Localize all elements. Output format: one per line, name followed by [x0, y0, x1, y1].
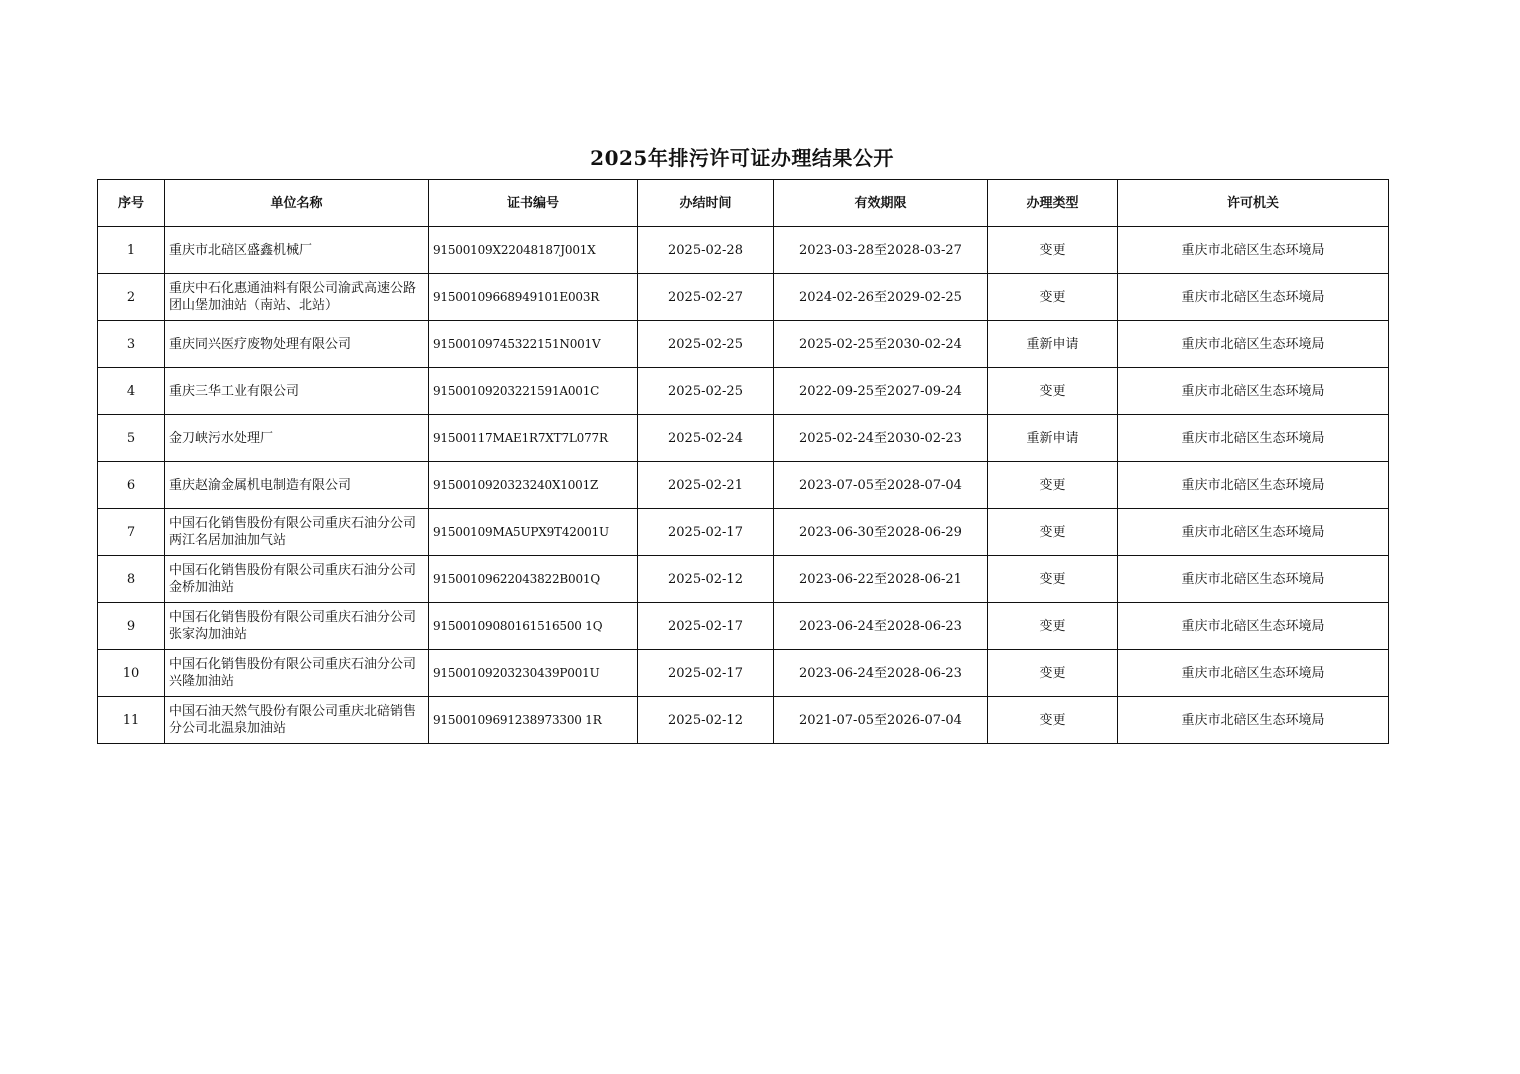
row-issuing-authority: 重庆市北碚区生态环境局 [1118, 321, 1389, 368]
row-completion-date: 2025-02-21 [638, 462, 774, 509]
table-row [98, 227, 1389, 274]
row-issuing-authority: 重庆市北碚区生态环境局 [1118, 650, 1389, 697]
table-row [98, 603, 1389, 650]
row-validity-period: 2023-06-24至2028-06-23 [774, 603, 988, 650]
row-index: 8 [98, 556, 165, 603]
row-unit-name: 中国石油天然气股份有限公司重庆北碚销售分公司北温泉加油站 [165, 697, 429, 744]
row-process-type: 变更 [988, 650, 1118, 697]
row-validity-period: 2025-02-25至2030-02-24 [774, 321, 988, 368]
row-completion-date: 2025-02-17 [638, 650, 774, 697]
row-index: 7 [98, 509, 165, 556]
row-validity-period: 2023-06-24至2028-06-23 [774, 650, 988, 697]
row-unit-name: 重庆同兴医疗废物处理有限公司 [165, 321, 429, 368]
row-index: 11 [98, 697, 165, 744]
header-issuing-authority: 许可机关 [1118, 180, 1389, 227]
row-index: 6 [98, 462, 165, 509]
row-validity-period: 2023-07-05至2028-07-04 [774, 462, 988, 509]
row-index: 10 [98, 650, 165, 697]
row-completion-date: 2025-02-12 [638, 556, 774, 603]
row-process-type: 变更 [988, 227, 1118, 274]
header-unit-name: 单位名称 [165, 180, 429, 227]
header-index: 序号 [98, 180, 165, 227]
row-issuing-authority: 重庆市北碚区生态环境局 [1118, 274, 1389, 321]
row-unit-name: 重庆市北碚区盛鑫机械厂 [165, 227, 429, 274]
row-certificate-number: 91500109X22048187J001X [429, 227, 638, 274]
row-issuing-authority: 重庆市北碚区生态环境局 [1118, 368, 1389, 415]
row-completion-date: 2025-02-12 [638, 697, 774, 744]
row-certificate-number: 91500109745322151N001V [429, 321, 638, 368]
row-unit-name: 中国石化销售股份有限公司重庆石油分公司张家沟加油站 [165, 603, 429, 650]
row-index: 4 [98, 368, 165, 415]
row-issuing-authority: 重庆市北碚区生态环境局 [1118, 603, 1389, 650]
row-validity-period: 2023-03-28至2028-03-27 [774, 227, 988, 274]
row-unit-name: 中国石化销售股份有限公司重庆石油分公司两江名居加油加气站 [165, 509, 429, 556]
row-unit-name: 重庆中石化惠通油料有限公司渝武高速公路团山堡加油站（南站、北站） [165, 274, 429, 321]
row-validity-period: 2021-07-05至2026-07-04 [774, 697, 988, 744]
row-unit-name: 重庆三华工业有限公司 [165, 368, 429, 415]
header-completion-date: 办结时间 [638, 180, 774, 227]
row-certificate-number: 91500109080161516500 1Q [429, 603, 638, 650]
header-validity-period: 有效期限 [774, 180, 988, 227]
row-completion-date: 2025-02-24 [638, 415, 774, 462]
row-index: 1 [98, 227, 165, 274]
row-completion-date: 2025-02-28 [638, 227, 774, 274]
row-certificate-number: 9150010920323240X1001Z [429, 462, 638, 509]
row-validity-period: 2025-02-24至2030-02-23 [774, 415, 988, 462]
row-process-type: 变更 [988, 509, 1118, 556]
row-index: 9 [98, 603, 165, 650]
table-row [98, 650, 1389, 697]
row-process-type: 变更 [988, 274, 1118, 321]
row-certificate-number: 91500109691238973300 1R [429, 697, 638, 744]
row-certificate-number: 91500117MAE1R7XT7L077R [429, 415, 638, 462]
row-process-type: 变更 [988, 462, 1118, 509]
row-completion-date: 2025-02-17 [638, 509, 774, 556]
row-process-type: 变更 [988, 368, 1118, 415]
permit-results-table [97, 179, 1389, 744]
row-unit-name: 中国石化销售股份有限公司重庆石油分公司兴隆加油站 [165, 650, 429, 697]
row-unit-name: 重庆赵渝金属机电制造有限公司 [165, 462, 429, 509]
row-issuing-authority: 重庆市北碚区生态环境局 [1118, 509, 1389, 556]
header-process-type: 办理类型 [988, 180, 1118, 227]
row-completion-date: 2025-02-17 [638, 603, 774, 650]
row-certificate-number: 91500109668949101E003R [429, 274, 638, 321]
row-issuing-authority: 重庆市北碚区生态环境局 [1118, 556, 1389, 603]
row-process-type: 变更 [988, 603, 1118, 650]
table-row [98, 509, 1389, 556]
table-row [98, 274, 1389, 321]
table-row [98, 697, 1389, 744]
row-completion-date: 2025-02-25 [638, 321, 774, 368]
table-row [98, 415, 1389, 462]
table-row [98, 321, 1389, 368]
table-row [98, 368, 1389, 415]
row-completion-date: 2025-02-27 [638, 274, 774, 321]
row-validity-period: 2024-02-26至2029-02-25 [774, 274, 988, 321]
row-completion-date: 2025-02-25 [638, 368, 774, 415]
row-issuing-authority: 重庆市北碚区生态环境局 [1118, 697, 1389, 744]
table-row [98, 462, 1389, 509]
row-certificate-number: 91500109203221591A001C [429, 368, 638, 415]
row-process-type: 重新申请 [988, 415, 1118, 462]
page-title: 2025年排污许可证办理结果公开 [590, 146, 894, 170]
row-issuing-authority: 重庆市北碚区生态环境局 [1118, 462, 1389, 509]
row-index: 5 [98, 415, 165, 462]
row-unit-name: 金刀峡污水处理厂 [165, 415, 429, 462]
row-validity-period: 2023-06-22至2028-06-21 [774, 556, 988, 603]
row-index: 3 [98, 321, 165, 368]
row-issuing-authority: 重庆市北碚区生态环境局 [1118, 227, 1389, 274]
row-process-type: 变更 [988, 556, 1118, 603]
header-certificate-number: 证书编号 [429, 180, 638, 227]
row-validity-period: 2023-06-30至2028-06-29 [774, 509, 988, 556]
row-index: 2 [98, 274, 165, 321]
row-process-type: 变更 [988, 697, 1118, 744]
row-certificate-number: 91500109203230439P001U [429, 650, 638, 697]
table-row [98, 556, 1389, 603]
row-unit-name: 中国石化销售股份有限公司重庆石油分公司金桥加油站 [165, 556, 429, 603]
row-certificate-number: 91500109622043822B001Q [429, 556, 638, 603]
row-process-type: 重新申请 [988, 321, 1118, 368]
row-issuing-authority: 重庆市北碚区生态环境局 [1118, 415, 1389, 462]
table-header-row [98, 180, 1389, 227]
row-validity-period: 2022-09-25至2027-09-24 [774, 368, 988, 415]
row-certificate-number: 91500109MA5UPX9T42001U [429, 509, 638, 556]
